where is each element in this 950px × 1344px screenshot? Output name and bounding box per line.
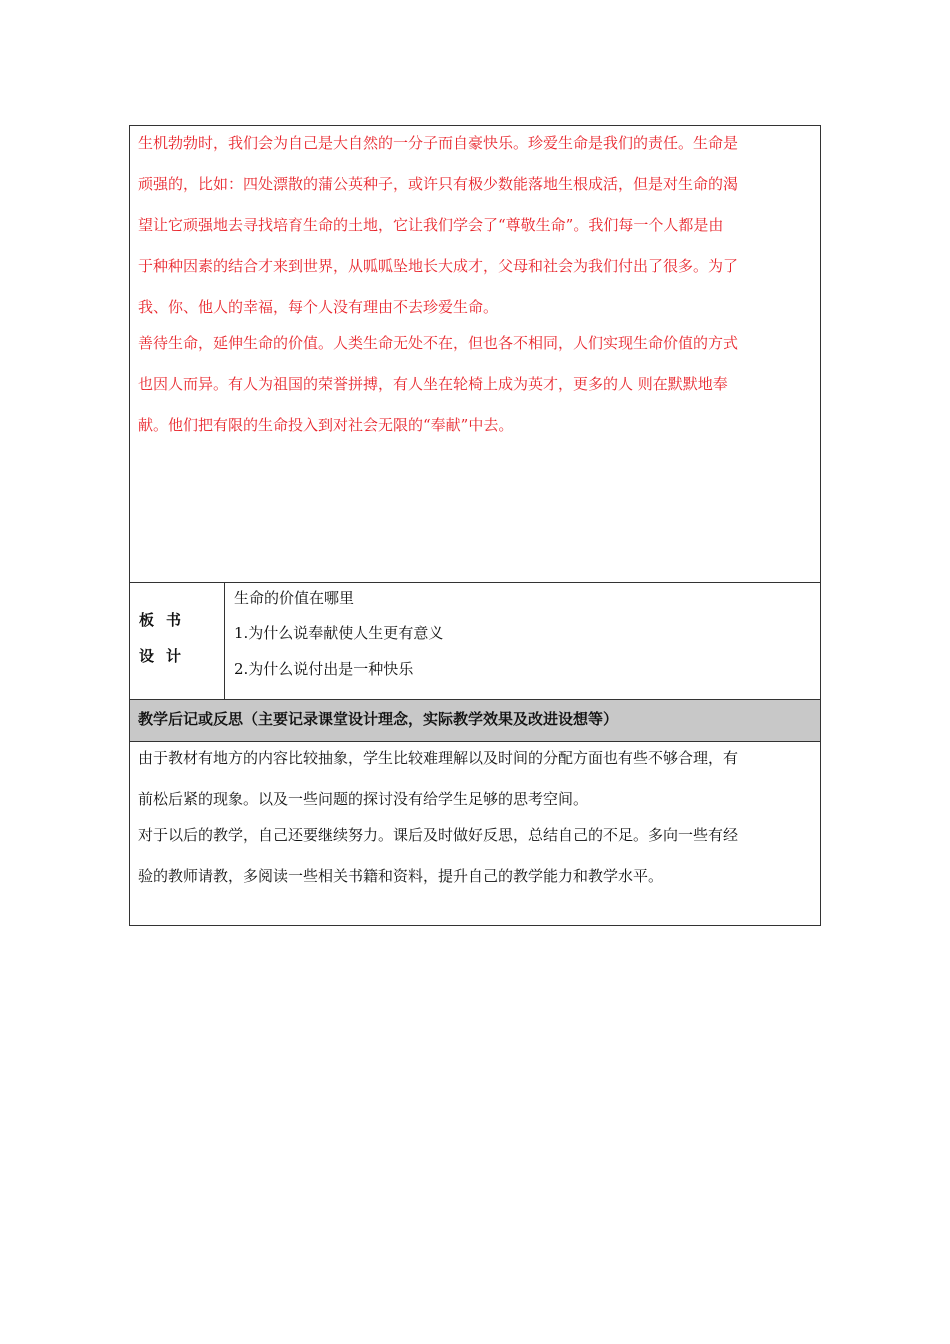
board-point: 1.为什么说奉献使人生更有意义 [234, 624, 444, 642]
text-line: 善待生命，延伸生命的价值。人类生命无处不在，但也各不相同，人们实现生命价值的方式 [138, 334, 739, 352]
text-line: 我、你、他人的幸福，每个人没有理由不去珍爱生命。 [138, 298, 499, 316]
board-label-line: 板书 [139, 611, 194, 629]
text-line: 于种种因素的结合才来到世界，从呱呱坠地长大成才，父母和社会为我们付出了很多。为了 [138, 257, 739, 275]
reflection-title: 教学后记或反思（主要记录课堂设计理念，实际教学效果及改进设想等） [138, 710, 619, 728]
text-line: 献。他们把有限的生命投入到对社会无限的“奉献”中去。 [138, 416, 514, 434]
text-line: 生机勃勃时，我们会为自己是大自然的一分子而自豪快乐。珍爱生命是我们的责任。生命是 [138, 134, 739, 152]
reflection-header [130, 700, 820, 742]
text-line: 前松后紧的现象。以及一些问题的探讨没有给学生足够的思考空间。 [138, 790, 589, 808]
lesson-content-section [130, 126, 820, 583]
text-line: 也因人而异。有人为祖国的荣誉拼搏，有人坐在轮椅上成为英才，更多的人 则在默默地奉 [138, 375, 728, 393]
board-point: 2.为什么说付出是一种快乐 [234, 660, 414, 678]
board-label-line: 设计 [139, 647, 194, 665]
text-line: 对于以后的教学，自己还要继续努力。课后及时做好反思，总结自己的不足。多向一些有经 [138, 826, 739, 844]
board-design-label-cell [130, 583, 225, 699]
board-heading: 生命的价值在哪里 [234, 589, 355, 607]
text-line: 望让它顽强地去寻找培育生命的土地，它让我们学会了“尊敬生命”。我们每一个人都是由 [138, 216, 724, 234]
board-design-section [130, 583, 820, 700]
text-line: 顽强的，比如：四处漂散的蒲公英种子，或许只有极少数能落地生根成活，但是对生命的渴 [138, 175, 739, 193]
reflection-body [130, 742, 820, 925]
text-line: 验的教师请教，多阅读一些相关书籍和资料，提升自己的教学能力和教学水平。 [138, 867, 664, 885]
board-design-content-cell [226, 583, 820, 699]
text-line: 由于教材有地方的内容比较抽象，学生比较难理解以及时间的分配方面也有些不够合理，有 [138, 749, 739, 767]
lesson-table [129, 125, 821, 926]
